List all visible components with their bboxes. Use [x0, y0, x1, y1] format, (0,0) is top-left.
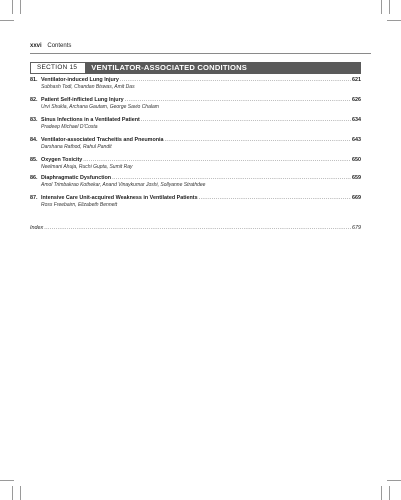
- crop-mark: [20, 486, 21, 500]
- index-page[interactable]: 679: [352, 225, 361, 231]
- chapter-title[interactable]: Patient Self-inflicted Lung Injury: [41, 97, 124, 103]
- crop-mark: [381, 0, 382, 14]
- chapter-number: 81.: [30, 77, 38, 83]
- chapter-title[interactable]: Intensive Care Unit-acquired Weakness in Ventilated Patients: [41, 195, 198, 201]
- chapter-title[interactable]: Oxygen Toxicity: [41, 157, 83, 163]
- chapter-page[interactable]: 659: [352, 175, 361, 181]
- crop-mark: [12, 486, 13, 500]
- chapter-page[interactable]: 650: [352, 157, 361, 163]
- crop-mark: [381, 486, 382, 500]
- chapter-title[interactable]: Sinus Infections in a Ventilated Patient: [41, 117, 140, 123]
- section-title: VENTILATOR-ASSOCIATED CONDITIONS: [85, 62, 361, 74]
- running-title: Contents: [47, 43, 72, 49]
- crop-mark: [0, 20, 14, 21]
- chapter-authors: Neelmani Ahuja, Ruchi Gupta, Sumit Ray: [41, 164, 133, 170]
- toc-entry[interactable]: [30, 195, 361, 209]
- crop-mark: [20, 0, 21, 14]
- dot-leader: [125, 97, 351, 104]
- chapter-page[interactable]: 669: [352, 195, 361, 201]
- crop-mark: [0, 480, 14, 481]
- chapter-number: 87.: [30, 195, 38, 201]
- crop-mark: [387, 20, 401, 21]
- chapter-authors: Subhash Todi, Chandan Biswas, Amit Das: [41, 84, 135, 90]
- chapter-page[interactable]: 621: [352, 77, 361, 83]
- chapter-authors: Darshana Rathod, Rahul Pandit: [41, 144, 112, 150]
- toc-entry[interactable]: [30, 117, 361, 131]
- dot-leader: [83, 157, 351, 164]
- chapter-number: 82.: [30, 97, 38, 103]
- chapter-authors: Ross Freebairn, Elizabeth Bennett: [41, 202, 118, 208]
- toc-entry[interactable]: [30, 157, 361, 171]
- crop-mark: [387, 480, 401, 481]
- dot-leader: [120, 77, 351, 84]
- dot-leader: [199, 195, 351, 202]
- dot-leader: [44, 225, 351, 232]
- chapter-title[interactable]: Ventilator-induced Lung Injury: [41, 77, 119, 83]
- header-rule: [30, 53, 371, 54]
- dot-leader: [141, 117, 351, 124]
- chapter-authors: Pradeep Michael D'Costa: [41, 124, 98, 130]
- dot-leader: [165, 137, 351, 144]
- chapter-page[interactable]: 626: [352, 97, 361, 103]
- crop-mark: [389, 0, 390, 14]
- dot-leader: [112, 175, 351, 182]
- toc-entry[interactable]: [30, 137, 361, 151]
- running-header: [30, 41, 371, 51]
- section-heading: [30, 62, 361, 74]
- section-label: SECTION 15: [30, 62, 85, 74]
- chapter-number: 83.: [30, 117, 38, 123]
- chapter-title[interactable]: Ventilator-associated Tracheitis and Pneumonia: [41, 137, 164, 143]
- crop-mark: [12, 0, 13, 14]
- chapter-authors: Amol Trimbakrao Kothekar, Anand Vinaykumar Joshi, Sollyanne Strathdee: [41, 182, 206, 188]
- chapter-number: 86.: [30, 175, 38, 181]
- crop-mark: [389, 486, 390, 500]
- toc-entry[interactable]: [30, 175, 361, 189]
- page-number: xxvi: [30, 43, 42, 49]
- index-label[interactable]: Index: [30, 225, 44, 231]
- toc-index-entry[interactable]: [30, 225, 361, 232]
- chapter-title[interactable]: Diaphragmatic Dysfunction: [41, 175, 112, 181]
- toc-entry[interactable]: [30, 77, 361, 91]
- chapter-number: 84.: [30, 137, 38, 143]
- toc-entry[interactable]: [30, 97, 361, 111]
- chapter-page[interactable]: 634: [352, 117, 361, 123]
- chapter-authors: Urvi Shukla, Archana Gautam, George Savio Chalam: [41, 104, 159, 110]
- chapter-page[interactable]: 643: [352, 137, 361, 143]
- chapter-number: 85.: [30, 157, 38, 163]
